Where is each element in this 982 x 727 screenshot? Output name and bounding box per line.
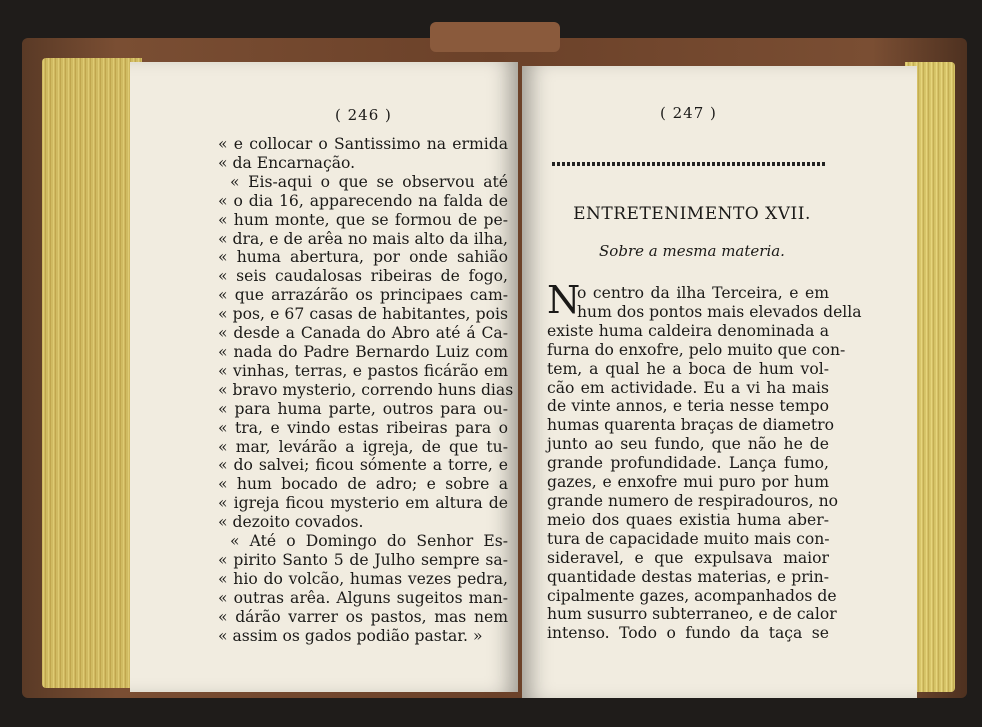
text-line: hum susurro subterraneo, e de calor: [547, 605, 837, 624]
book-spine-headcap: [430, 22, 560, 52]
text-line: gazes, e enxofre mui puro por hum: [547, 473, 829, 492]
chapter-subtitle: Sobre a mesma materia.: [599, 242, 785, 260]
text-line: « mar, levárão a igreja, de que tu-: [218, 437, 508, 456]
right-page-body: [547, 284, 862, 643]
text-line: meio dos quaes existia huma aber-: [547, 510, 829, 529]
text-line: sideravel, e que expulsava maior: [547, 548, 829, 567]
text-line: « do salvei; ficou sómente a torre, e: [218, 456, 508, 475]
text-line: « e collocar o Santissimo na ermida: [218, 135, 508, 153]
text-line: « da Encarnação.: [218, 153, 356, 172]
text-line: existe huma caldeira denominada a: [547, 321, 829, 340]
text-line: « o dia 16, apparecendo na falda de: [218, 191, 508, 210]
text-line: grande profundidade. Lança fumo,: [547, 454, 829, 473]
text-line: « seis caudalosas ribeiras de fogo,: [218, 267, 508, 286]
chapter-title: ENTRETENIMENTO XVII.: [573, 204, 811, 224]
page-number-right: ( 247 ): [660, 104, 717, 122]
text-line: « igreja ficou mysterio em altura de: [218, 494, 508, 513]
text-line: tem, a qual he a boca de hum vol-: [547, 359, 829, 378]
text-line: quantidade destas materias, e prin-: [547, 567, 829, 586]
text-line: « nada do Padre Bernardo Luiz com: [218, 342, 508, 361]
text-line: « vinhas, terras, e pastos ficárão em: [218, 361, 508, 380]
text-line: « pos, e 67 casas de habitantes, pois: [218, 305, 508, 324]
decorative-rule: [552, 162, 827, 166]
text-line: junto ao seu fundo, que não he de: [547, 435, 829, 454]
text-line: « hio do volcão, humas vezes pedra,: [218, 569, 508, 588]
text-line: o centro da ilha Terceira, e em: [577, 284, 829, 302]
text-line: « assim os gados podião pastar. »: [218, 626, 483, 645]
left-page-body: [218, 135, 514, 645]
text-line: « desde a Canada do Abro até á Ca-: [218, 324, 508, 343]
left-page: [130, 62, 518, 692]
text-line: « Até o Domingo do Senhor Es-: [230, 532, 508, 551]
text-line: « dra, e de arêa no mais alto da ilha,: [218, 229, 508, 248]
text-line: « tra, e vindo estas ribeiras para o: [218, 418, 508, 437]
text-line: « dárão varrer os pastos, mas nem: [218, 607, 508, 626]
page-number-left: ( 246 ): [335, 106, 392, 124]
text-line: « bravo mysterio, correndo huns dias: [218, 380, 514, 399]
text-line: « outras arêa. Alguns sugeitos man-: [218, 588, 508, 607]
text-line: humas quarenta braças de diametro: [547, 416, 834, 435]
text-line: « pirito Santo 5 de Julho sempre sa-: [218, 550, 508, 569]
text-line: furna do enxofre, pelo muito que con-: [547, 340, 846, 359]
text-line: cão em actividade. Eu a vi ha mais: [547, 378, 829, 397]
text-line: « para huma parte, outros para ou-: [218, 399, 508, 418]
right-page: [522, 66, 917, 698]
text-line: « hum bocado de adro; e sobre a: [218, 475, 508, 494]
text-line: « hum monte, que se formou de pe-: [218, 210, 508, 229]
text-line: « huma abertura, por onde sahião: [218, 248, 508, 267]
text-line: « dezoito covados.: [218, 513, 364, 532]
text-line: « Eis-aqui o que se observou até: [230, 172, 508, 191]
text-line: tura de capacidade muito mais con-: [547, 529, 830, 548]
drop-cap: N: [547, 278, 581, 322]
text-line: de vinte annos, e teria nesse tempo: [547, 397, 829, 416]
text-line: « que arrazárão os principaes cam-: [218, 286, 508, 305]
text-line: hum dos pontos mais elevados della: [577, 302, 862, 321]
page-edges-left: [42, 58, 142, 688]
text-line: intenso. Todo o fundo da taça se: [547, 624, 829, 643]
text-line: cipalmente gazes, acompanhados de: [547, 586, 837, 605]
text-line: grande numero de respiradouros, no: [547, 491, 839, 510]
